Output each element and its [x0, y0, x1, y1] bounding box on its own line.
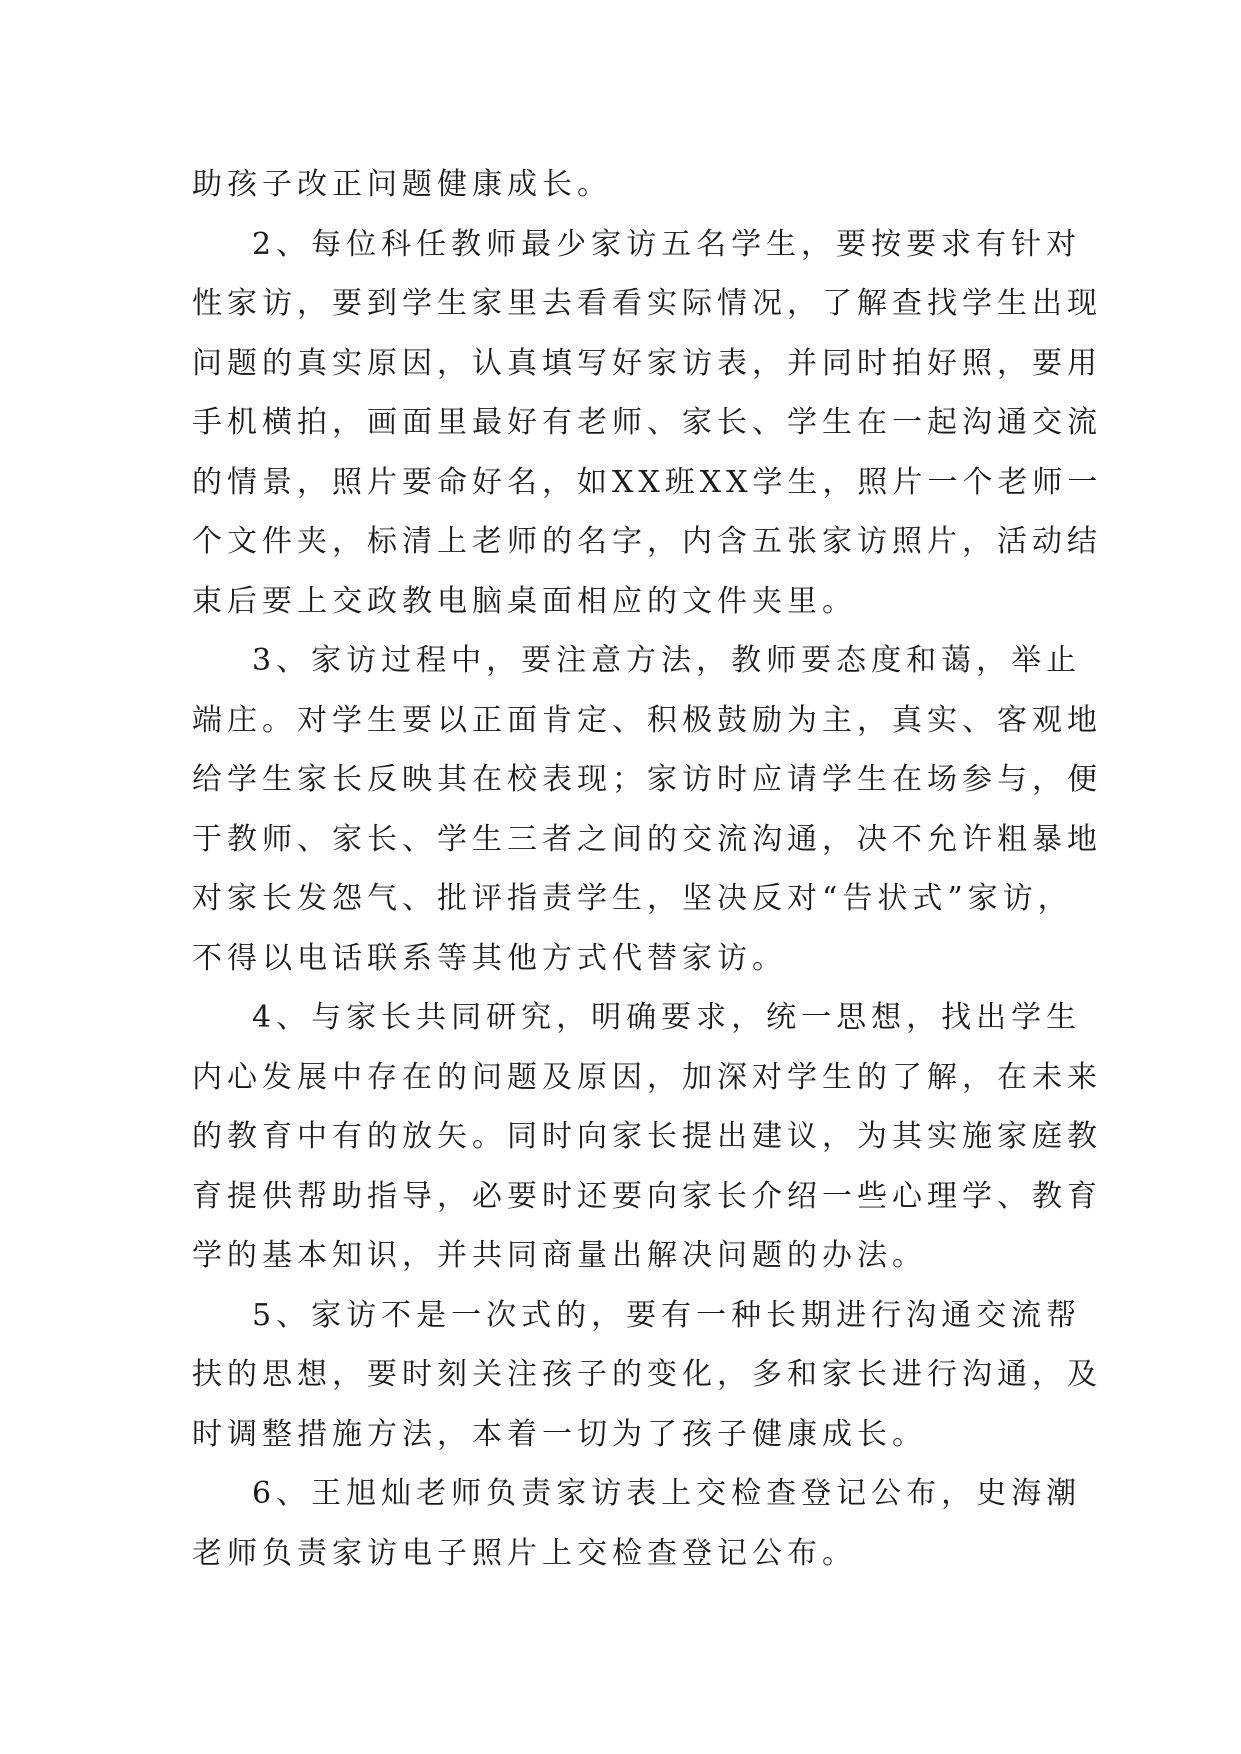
text-line: 助孩子改正问题健康成长。 [192, 167, 612, 202]
text-line: 时调整措施方法，本着一切为了孩子健康成长。 [192, 1416, 927, 1452]
text-line: 扶的思想，要时刻关注孩子的变化，多和家长进行沟通，及 [192, 1357, 1102, 1392]
text-line: 个文件夹，标清上老师的名字，内含五张家访照片，活动结 [192, 524, 1102, 559]
text-line: 性家访，要到学生家里去看看实际情况，了解查找学生出现 [192, 286, 1102, 321]
text-line: 老师负责家访电子照片上交检查登记公布。 [192, 1535, 857, 1571]
text-line: 给学生家长反映其在校表现；家访时应请学生在场参与，便 [192, 762, 1102, 797]
text-line: 端庄。对学生要以正面肯定、积极鼓励为主，真实、客观地 [192, 702, 1102, 738]
text-line: 手机横拍，画面里最好有老师、家长、学生在一起沟通交流 [192, 405, 1102, 440]
text-line: 的教育中有的放矢。同时向家长提出建议，为其实施家庭教 [192, 1119, 1102, 1154]
paragraph-4-start: 4、与家长共同研究，明确要求，统一思想，找出学生 [252, 1000, 1082, 1035]
text-line: 育提供帮助指导，必要时还要向家长介绍一些心理学、教育 [192, 1178, 1102, 1214]
text-line: 学的基本知识，并共同商量出解决问题的办法。 [192, 1238, 927, 1273]
text-line: 对家长发怨气、批评指责学生，坚决反对“告状式”家访， [192, 881, 1073, 916]
document-body [192, 155, 1103, 1583]
paragraph-3-start: 3、家访过程中，要注意方法，教师要态度和蔼，举止 [252, 643, 1082, 678]
text-line: 束后要上交政教电脑桌面相应的文件夹里。 [192, 583, 857, 619]
paragraph-6-start: 6、王旭灿老师负责家访表上交检查登记公布，史海潮 [252, 1476, 1082, 1511]
text-line: 于教师、家长、学生三者之间的交流沟通，决不允许粗暴地 [192, 821, 1102, 857]
text-line: 问题的真实原因，认真填写好家访表，并同时拍好照，要用 [192, 345, 1102, 381]
text-line: 内心发展中存在的问题及原因，加深对学生的了解，在未来 [192, 1059, 1102, 1095]
text-line: 的情景，照片要命好名，如XX班XX学生，照片一个老师一 [192, 464, 1103, 500]
paragraph-5-start: 5、家访不是一次式的，要有一种长期进行沟通交流帮 [252, 1297, 1082, 1333]
text-line: 不得以电话联系等其他方式代替家访。 [192, 940, 787, 976]
paragraph-2-start: 2、每位科任教师最少家访五名学生，要按要求有针对 [252, 226, 1082, 262]
